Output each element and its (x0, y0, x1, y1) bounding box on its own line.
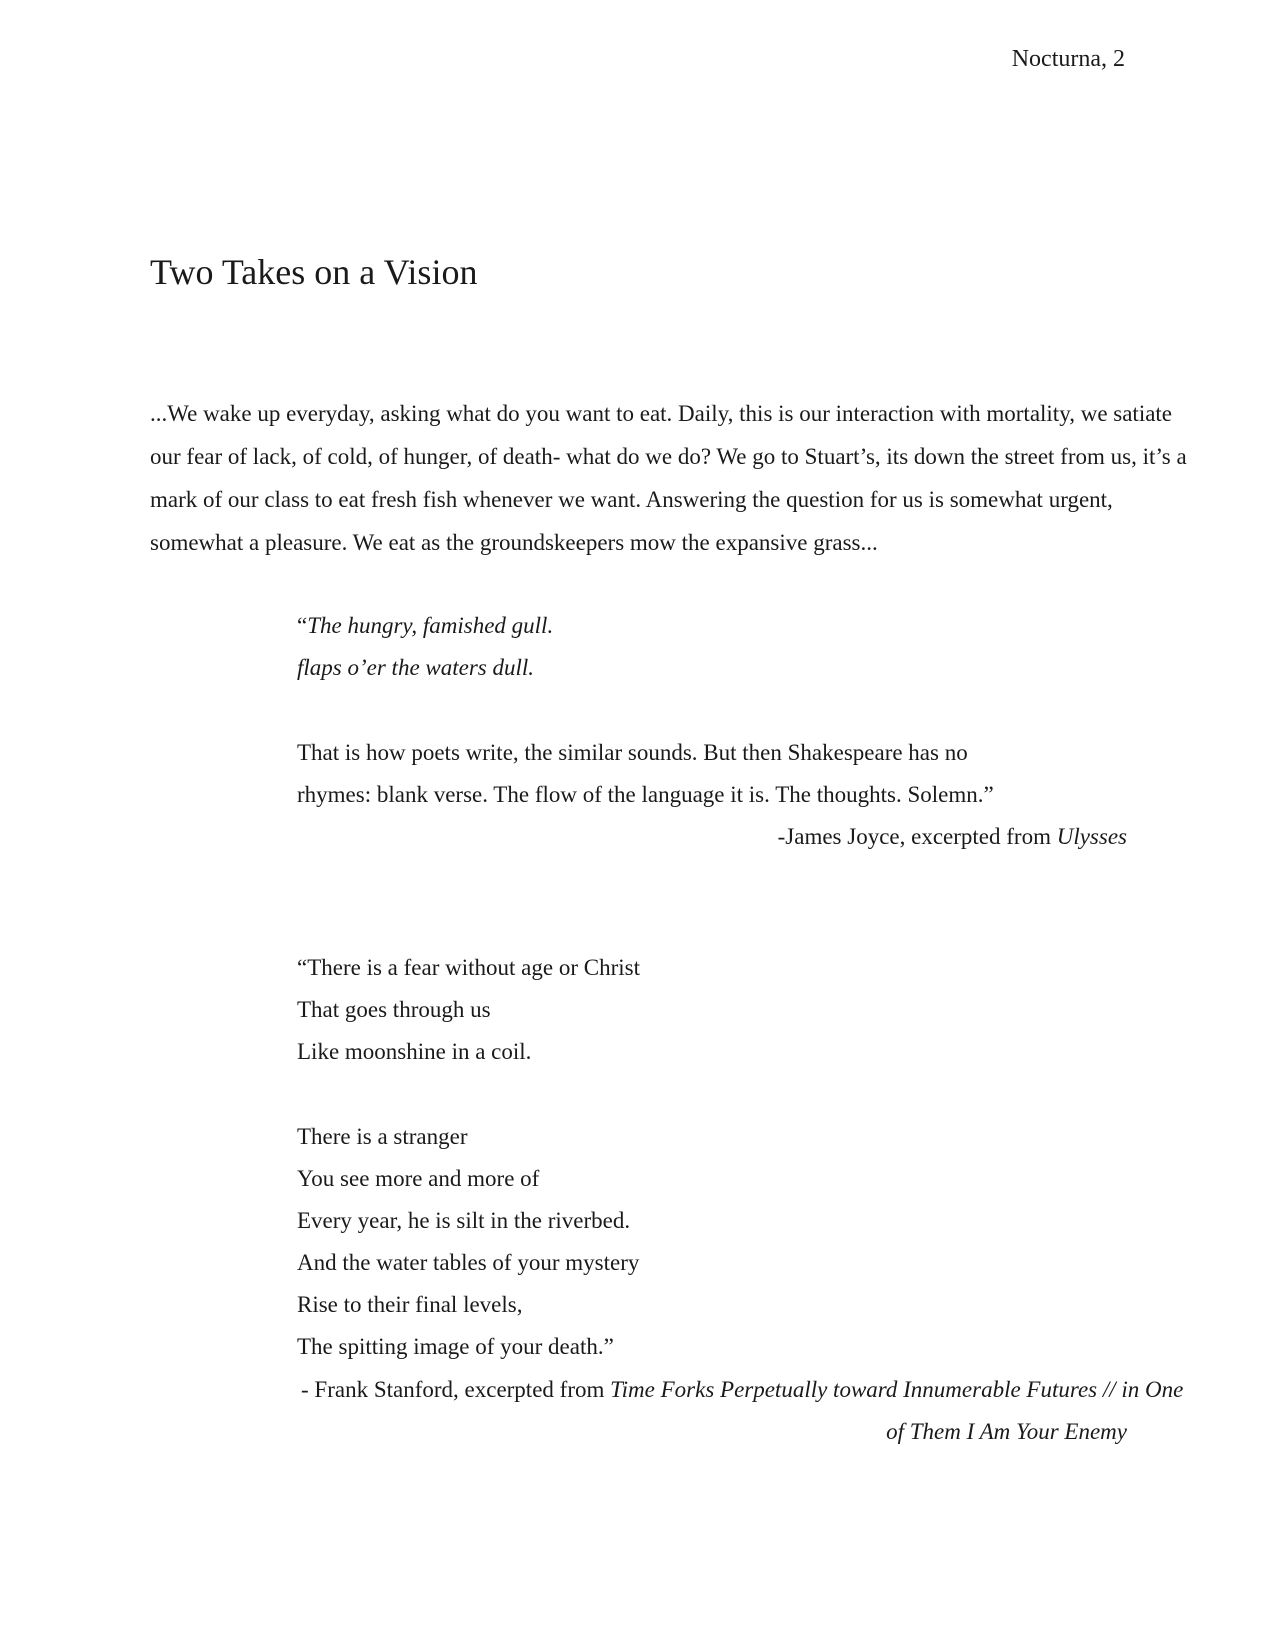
prose-paragraph (150, 392, 1187, 564)
prose-line: mark of our class to eat fresh fish whenever we want. Answering the question for us is somewhat urgent, (150, 487, 1113, 512)
prose-line: somewhat a pleasure. We eat as the groundskeepers mow the expansive grass... (150, 530, 878, 555)
stanza-gap (297, 1073, 1127, 1116)
quote-line: rhymes: blank verse. The flow of the language it is. The thoughts. Solemn.” (297, 782, 994, 807)
running-head: Nocturna, 2 (1011, 46, 1125, 72)
quote-line: That is how poets write, the similar sounds. But then Shakespeare has no (297, 740, 968, 765)
poem-line: You see more and more of (297, 1166, 540, 1191)
joyce-attribution (297, 816, 1127, 858)
poem-line: And the water tables of your mystery (297, 1250, 640, 1275)
attribution-work: Time Forks Perpetually toward Innumerable Futures // in One (610, 1377, 1184, 1402)
poem-line: That goes through us (297, 997, 491, 1022)
joyce-quote (297, 605, 1127, 858)
attribution-prefix: -James Joyce, excerpted from (777, 824, 1057, 849)
quote-italic-line: flaps o’er the waters dull. (297, 655, 535, 680)
stanford-quote (297, 947, 1184, 1453)
attribution-work-continued: of Them I Am Your Enemy (886, 1419, 1127, 1444)
prose-line: our fear of lack, of cold, of hunger, of death- what do we do? We go to Stuart’s, its down the street from us, it’s a (150, 444, 1187, 469)
attribution-prefix: - Frank Stanford, excerpted from (301, 1377, 611, 1402)
quote-line (297, 605, 1127, 647)
stanza-gap (297, 689, 1127, 732)
poem-line: “There is a fear without age or Christ (297, 955, 640, 980)
poem-line: There is a stranger (297, 1124, 468, 1149)
poem-line: Every year, he is silt in the riverbed. (297, 1208, 631, 1233)
prose-line: ...We wake up everyday, asking what do you want to eat. Daily, this is our interaction with mortality, we satiate (150, 401, 1173, 426)
quote-italic-line: The hungry, famished gull. (307, 613, 554, 638)
open-quote-mark: “ (297, 613, 308, 638)
poem-line: Rise to their final levels, (297, 1292, 523, 1317)
attribution-work: Ulysses (1056, 824, 1127, 849)
poem-line: The spitting image of your death.” (297, 1334, 614, 1359)
stanford-attribution (297, 1368, 1184, 1411)
poem-line: Like moonshine in a coil. (297, 1039, 532, 1064)
page-title: Two Takes on a Vision (150, 252, 478, 292)
